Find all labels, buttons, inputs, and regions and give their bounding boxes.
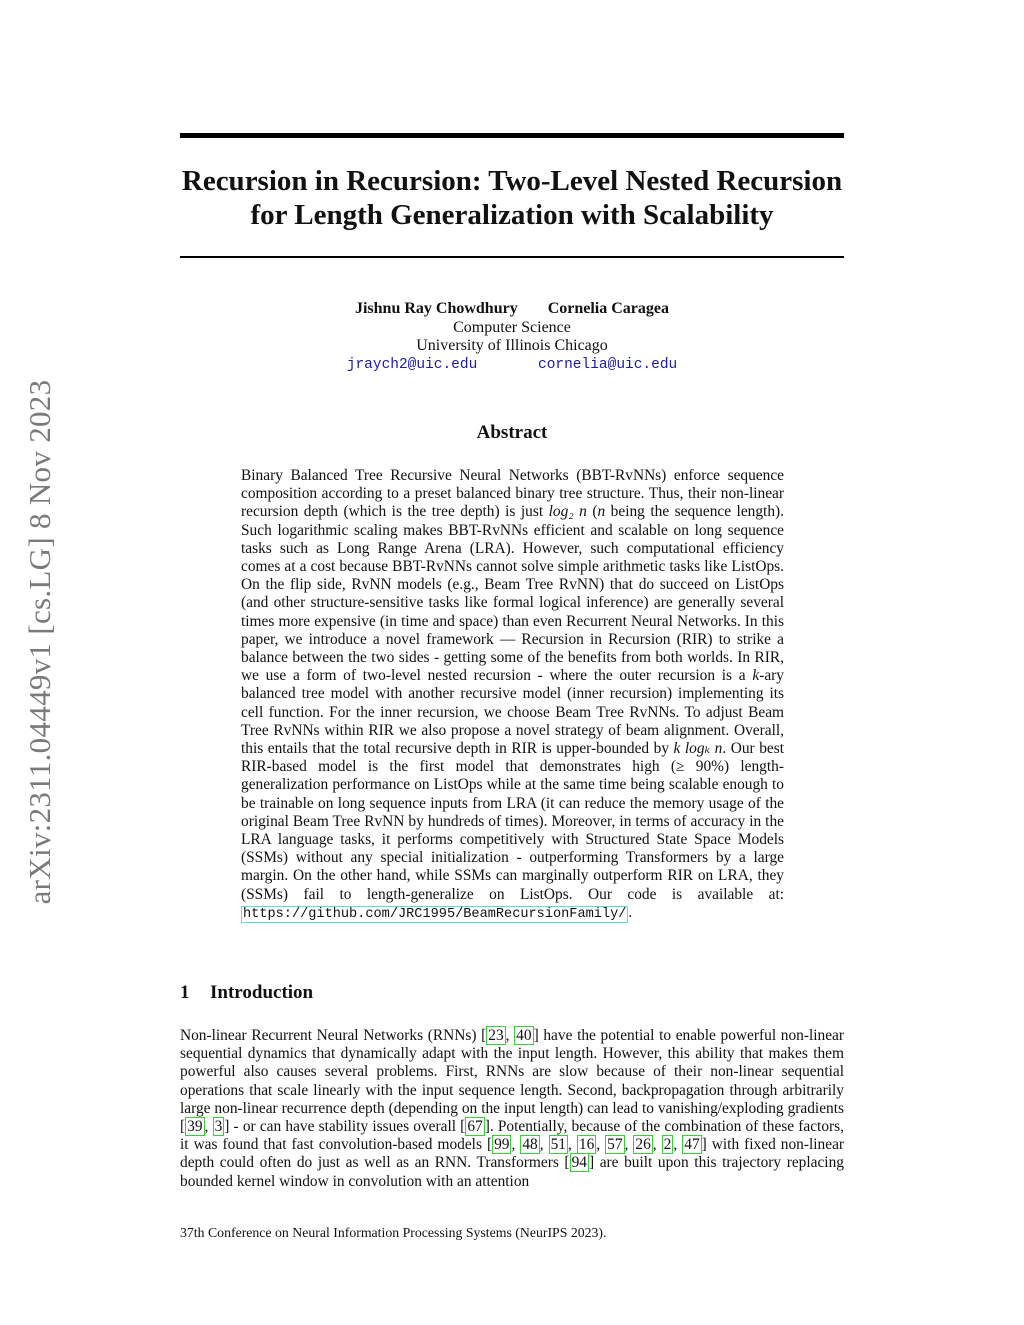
abstract-text-1: Binary Balanced Tree Recursive Neural Networks (BBT-RvNNs) enforce sequence composition according to a preset balanced binary tree structure. Thus, their non-linear recursion depth (which is the tree depth) is just <box>241 467 784 521</box>
citation-link[interactable]: 94 <box>571 1154 587 1172</box>
intro-separator: , <box>539 1136 549 1154</box>
citation-link[interactable]: 3 <box>214 1118 223 1136</box>
citation-link[interactable]: 40 <box>516 1027 532 1044</box>
citation-link[interactable]: 47 <box>684 1136 700 1154</box>
math-k: k <box>752 667 760 685</box>
author-institution: University of Illinois Chicago <box>416 337 608 354</box>
intro-separator: , <box>568 1136 577 1154</box>
author-department: Computer Science <box>453 318 571 336</box>
title-bottom-rule <box>180 256 844 258</box>
author-email-2[interactable]: cornelia@uic.edu <box>538 356 678 373</box>
title-top-rule <box>180 133 844 138</box>
abstract-paragraph <box>241 467 784 924</box>
intro-text-1: Non-linear Recurrent Neural Networks (RNNs) [ <box>180 1027 487 1044</box>
intro-separator: , <box>511 1136 521 1154</box>
citation-link[interactable]: 51 <box>550 1136 566 1154</box>
citation-link[interactable]: 67 <box>467 1118 483 1136</box>
citation-link[interactable]: 2 <box>663 1136 672 1154</box>
author-block <box>180 300 844 374</box>
abstract-text-4: -ary balanced tree model with another recursive model (inner recursion) implementing its cell function. For the inner recursion, we choose Beam Tree RvNNs. To adjust Beam Tree RvNNs within RIR we also propose a novel strategy of beam alignment. Overall, this entails that the total recursive depth in RIR is upper-bounded by <box>241 667 784 758</box>
paper-title <box>160 164 864 232</box>
intro-separator: , <box>652 1136 662 1154</box>
citation-link[interactable]: 48 <box>522 1136 538 1154</box>
intro-separator: , <box>204 1118 213 1136</box>
citation-link[interactable]: 57 <box>607 1136 623 1154</box>
intro-text-7: ] with fixed non-linear depth could often do just as well as an RNN. Transformers [ <box>180 1136 845 1172</box>
abstract-text-2: ( <box>586 503 598 521</box>
section-heading-introduction <box>180 982 313 1004</box>
citation-link[interactable]: 39 <box>187 1118 203 1136</box>
title-line-1: Recursion in Recursion: Two-Level Nested Recursion <box>181 165 843 197</box>
section-title: Introduction <box>210 982 314 1003</box>
citation-link[interactable]: 23 <box>488 1027 504 1044</box>
citation-link[interactable]: 99 <box>494 1136 510 1154</box>
author-name-1: Jishnu Ray Chowdhury <box>354 300 518 317</box>
intro-text-8: ] are built upon this trajectory replacing bounded kernel window in convolution with an attention <box>180 1154 844 1190</box>
introduction-paragraph <box>180 1027 844 1191</box>
math-ge-90: ≥ 90% <box>676 758 724 776</box>
code-repository-link[interactable]: https://github.com/JRC1995/BeamRecursionFamily/ <box>243 906 627 922</box>
author-names <box>180 300 844 319</box>
intro-separator: , <box>624 1136 634 1154</box>
abstract-heading: Abstract <box>476 422 548 443</box>
author-name-2: Cornelia Caragea <box>547 300 670 317</box>
section-number: 1 <box>180 982 190 1003</box>
math-log2-n: log₂ n <box>548 503 587 521</box>
abstract-text-5: . Our best RIR-based model is the first model that demonstrates high ( <box>241 740 784 776</box>
intro-separator: , <box>505 1027 515 1044</box>
author-emails <box>180 356 844 375</box>
author-email-1[interactable]: jraych2@uic.edu <box>346 356 478 373</box>
citation-link[interactable]: 26 <box>635 1136 651 1154</box>
intro-separator: , <box>596 1136 606 1154</box>
abstract-end: . <box>628 903 633 921</box>
arxiv-identifier: arXiv:2311.04449v1 [cs.LG] 8 Nov 2023 <box>22 379 57 905</box>
intro-text-3: ] have the potential to enable powerful non-linear sequential dynamics that dynamically adapt with the input length. However, this ability that makes them powerful also causes several problems. First, RNNs are slow because of their non-linear sequential operations that scale linearly with the input sequence length. Second, backpropagation through arbitrarily large non-linear recurrence depth (depending on the input length) can lead to vanishing/exploding gradients [ <box>180 1027 845 1136</box>
intro-text-5: ] - or can have stability issues overall [ <box>224 1118 466 1136</box>
math-n: n <box>597 503 606 521</box>
conference-footnote: 37th Conference on Neural Information Processing Systems (NeurIPS 2023). <box>180 1225 607 1240</box>
citation-link[interactable]: 16 <box>578 1136 595 1154</box>
abstract-text-3: being the sequence length). Such logarithmic scaling makes BBT-RvNNs efficient and scalable on long sequence tasks such as Long Range Arena (LRA). However, such computational efficiency comes at a cost because BBT-RvNNs cannot solve simple arithmetic tasks like ListOps. On the flip side, RvNN models (e.g., Beam Tree RvNN) that do succeed on ListOps (and other structure-sensitive tasks like formal logical inference) are generally several times more expensive (in time and space) than even Recurrent Neural Networks. In this paper, we introduce a novel framework — Recursion in Recursion (RIR) to strike a balance between the two sides - getting some of the benefits from both worlds. In RIR, we use a form of two-level nested recursion - where the outer recursion is a <box>241 503 784 685</box>
intro-text-6: ]. Potentially, because of the combination of these factors, it was found that fast convolution-based models [ <box>180 1118 844 1154</box>
math-k-log-k-n: k logₖ n <box>673 740 723 758</box>
abstract-text-6: ) length-generalization performance on ListOps while at the same time being scalable enough to be trainable on long sequence inputs from LRA (it can reduce the memory usage of the original Beam Tree RvNN by hundreds of times). Moreover, in terms of accuracy in the LRA language tasks, it performs competitively with Structured State Space Models (SSMs) without any special initialization - outperforming Transformers by a large margin. On the other hand, while SSMs can marginally outperform RIR on LRA, they (SSMs) fail to length-generalize on ListOps. Our code is available at: <box>241 758 784 903</box>
intro-separator: , <box>673 1136 683 1154</box>
title-line-2: for Length Generalization with Scalability <box>250 199 774 231</box>
abstract-body <box>241 467 784 924</box>
